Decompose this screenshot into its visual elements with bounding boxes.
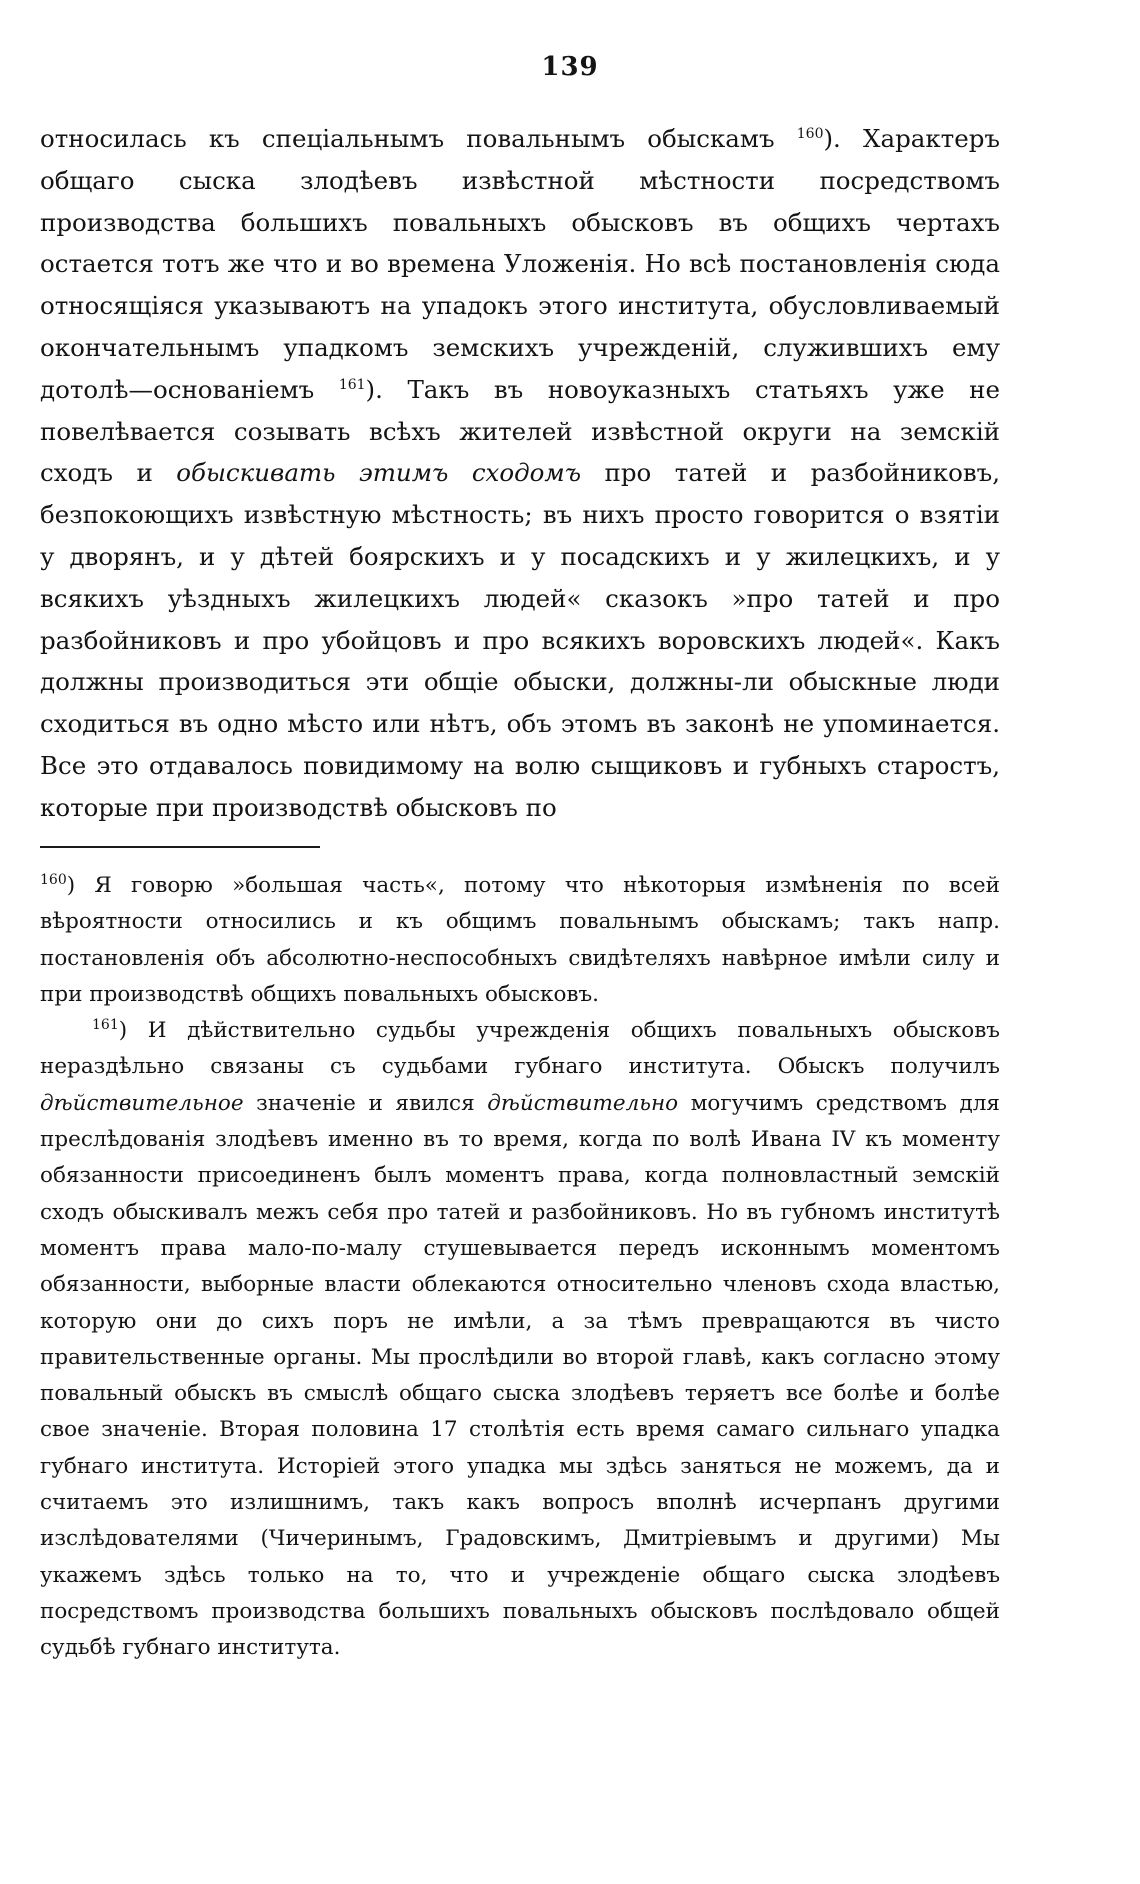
body-segment-1: относилась къ спеціальнымъ повальнымъ обыскамъ — [40, 124, 797, 153]
footnote-160-text: ) Я говорю »большая часть«, потому что нѣкоторыя измѣненія по всей вѣроятности относились и къ общимъ повальнымъ обыскамъ; такъ напр. постановленія объ абсолютно-неспособныхъ свидѣтеляхъ навѣрное имѣли силу и при производствѣ общихъ повальныхъ обысковъ. — [40, 873, 1000, 1007]
footnote-ref-160: 160 — [796, 125, 824, 142]
main-body-text — [40, 118, 1000, 829]
footnote-161-emphasis-2: дѣйствительно — [487, 1090, 679, 1116]
footnote-161-emphasis-1: дѣйствительное — [40, 1090, 244, 1116]
footnote-161-text-a: ) И дѣйствительно судьбы учрежденія общихъ повальныхъ обысковъ нераздѣльно связаны съ судьбами губнаго института. Обыскъ получилъ — [40, 1018, 1000, 1080]
footnote-160 — [40, 868, 1000, 1013]
footnote-ref-161: 161 — [338, 376, 366, 393]
body-segment-2: ). Характеръ общаго сыска злодѣевъ извѣстной мѣстности посредствомъ производства большихъ повальныхъ обысковъ въ общихъ чертахъ остается тотъ же что и во времена Уложенія. Но всѣ постановленія сюда относящіяся указываютъ на упадокъ этого института, обусловливаемый окончательнымъ упадкомъ земскихъ учрежденій, служившихъ ему дотолѣ—основаніемъ — [40, 124, 1000, 404]
footnote-161-text-c: могучимъ средствомъ для преслѣдованія злодѣевъ именно въ то время, когда по волѣ Ивана IV къ моменту обязанности присоединенъ былъ моментъ права, когда полновластный земскій сходъ обыскивалъ межъ себя про татей и разбойниковъ. Но въ губномъ институтѣ моментъ права мало-по-малу стушевывается передъ исконнымъ моментомъ обязанности, выборные власти облекаются относительно членовъ схода властью, которую они до сихъ поръ не имѣли, а за тѣмъ превращаются въ чисто правительственные органы. Мы прослѣдили во второй главѣ, какъ согласно этому повальный обыскъ въ смыслѣ общаго сыска злодѣевъ теряетъ все болѣе и болѣе свое значеніе. Вторая половина 17 столѣтія есть время самаго сильнаго упадка губнаго института. Исторіей этого упадка мы здѣсь заняться не можемъ, да и считаемъ это излишнимъ, такъ какъ вопросъ вполнѣ исчерпанъ другими изслѣдователями (Чичеринымъ, Градовскимъ, Дмитріевымъ и другими) Мы укажемъ здѣсь только на то, что и учрежденіе общаго сыска злодѣевъ посредствомъ производства большихъ повальныхъ обысковъ послѣдовало общей судьбѣ губнаго института. — [40, 1090, 1000, 1661]
body-segment-3: ). Такъ въ новоуказныхъ статьяхъ уже не повелѣвается созывать всѣхъ жителей извѣстной округи на земскій сходъ и — [40, 374, 1000, 488]
page-number: 139 — [541, 52, 599, 82]
body-emphasis: обыскивать этимъ сходомъ — [176, 458, 582, 488]
footnotes-section — [40, 868, 1000, 1667]
footnote-161 — [40, 1013, 1000, 1666]
footnote-161-text-b: значеніе и явился — [243, 1090, 488, 1116]
body-segment-4: про татей и разбойниковъ, безпокоющихъ извѣстную мѣстность; въ нихъ просто говорится о взятіи у дворянъ, и у дѣтей боярскихъ и у посадскихъ и у жилецкихъ, и у всякихъ уѣздныхъ жилецкихъ людей« сказокъ »про татей и про разбойниковъ и про убойцовъ и про всякихъ воровскихъ людей«. Какъ должны производиться эти общіе обыски, должны-ли обыскные люди сходиться въ одно мѣсто или нѣтъ, объ этомъ въ законѣ не упоминается. Все это отдавалось повидимому на волю сыщиковъ и губныхъ старостъ, которые при производствѣ обысковъ по — [40, 458, 1000, 822]
footnote-mark-161: 161 — [92, 1017, 119, 1034]
footnote-mark-160: 160 — [40, 871, 67, 888]
footnote-separator — [40, 846, 320, 848]
